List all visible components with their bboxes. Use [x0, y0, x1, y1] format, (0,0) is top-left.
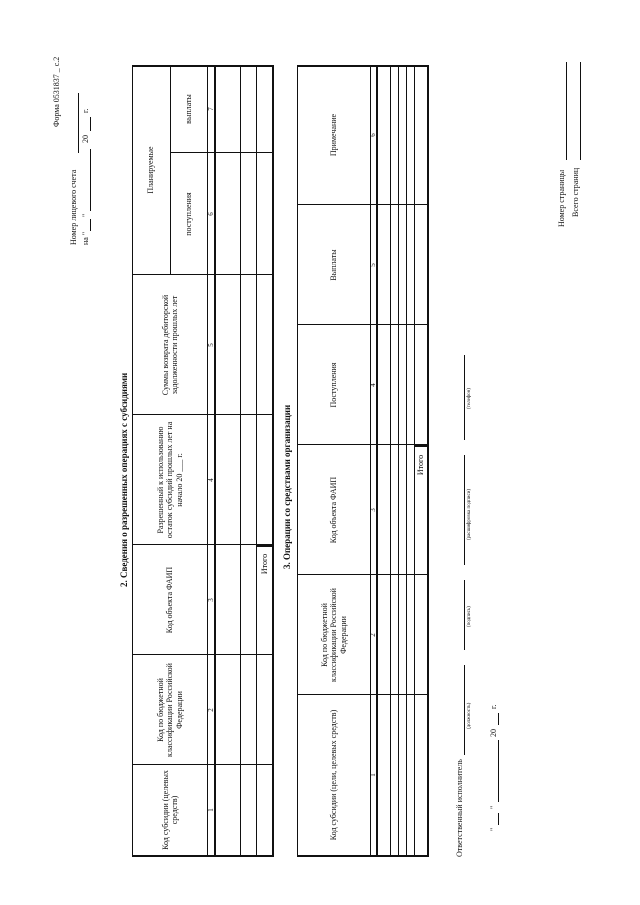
section3-col-number: 1 [369, 773, 378, 777]
responsible-executor-label: Ответственный исполнитель [455, 759, 464, 857]
section2-title: 2. Сведения о разрешенных операциях с субсидиями [119, 372, 129, 587]
form-code: Форма 0531837 _ с.2 [52, 56, 61, 127]
section2-col-number: 5 [206, 343, 215, 347]
section2-header-budget-code: Код по бюджетной классификации Российской Федерации [156, 663, 184, 757]
signature-date-month-field[interactable] [498, 740, 499, 802]
date-month-field[interactable] [90, 149, 91, 211]
section2-header-planned-receipts: поступления [184, 192, 194, 236]
section3-title: 3. Операции со средствами организации [282, 404, 292, 569]
section3-header-note: Примечание [329, 113, 339, 157]
section3-header-subsidy-code: Код субсидии (цели, целевых средств) [329, 709, 339, 841]
date-day-field[interactable] [90, 219, 91, 231]
page-number-label: Номер страницы [557, 169, 566, 227]
section3-col-number: 6 [369, 133, 378, 137]
section3-header-receipts: Поступления [329, 362, 339, 408]
position-field[interactable] [464, 665, 465, 755]
section3-col-number: 5 [369, 263, 378, 267]
signature-date-year-prefix: 20 [489, 729, 498, 737]
section2-header-subsidy-code: Код субсидии (целевых средств) [160, 770, 179, 850]
page-number-field[interactable] [566, 62, 567, 160]
signature-date-year-field[interactable] [498, 713, 499, 725]
signature-date-year-suffix: г. [489, 704, 498, 709]
section2-col-number: 7 [206, 107, 215, 111]
signature-transcript-field[interactable] [464, 455, 465, 565]
section3-col-number: 3 [369, 508, 378, 512]
section2-col-number: 6 [206, 212, 215, 216]
date-quote: " [81, 213, 90, 217]
section2-total-label: Итого [260, 553, 270, 575]
signature-date-day-field[interactable] [498, 813, 499, 825]
position-caption: (должность) [467, 702, 472, 729]
signature-field[interactable] [464, 580, 465, 650]
section2-header-faip-code: Код объекта ФАИП [165, 566, 175, 634]
signature-transcript-caption: (расшифровка подписи) [467, 488, 472, 540]
section3-header-budget-code: Код по бюджетной классификации Российской Федерации [320, 588, 348, 682]
section3-col-number: 2 [369, 633, 378, 637]
section2-header-planned: Планируемые [146, 146, 156, 194]
signature-caption: (подпись) [467, 606, 472, 627]
section2-col-number: 4 [206, 478, 215, 482]
date-year-field[interactable] [90, 117, 91, 131]
total-pages-field[interactable] [580, 62, 581, 160]
section2-col-number: 3 [206, 598, 215, 602]
section3-col-number: 4 [369, 383, 378, 387]
section3-header-faip-code: Код объекта ФАИП [329, 476, 339, 544]
signature-date-close: " [489, 805, 498, 809]
date-prefix: на " [81, 231, 90, 245]
section2-header-planned-payments: выплаты [184, 94, 194, 124]
total-pages-label: Всего страниц [571, 167, 580, 217]
account-number-field[interactable] [78, 93, 79, 153]
section2-col-number: 2 [206, 708, 215, 712]
section2-header-allowed-balance: Разрешенный к использованию остаток субсидий прошлых лет на начало 20 ___ г. [156, 421, 184, 539]
section3-total-label: Итого [416, 454, 426, 476]
date-year-prefix: 20 [81, 135, 90, 143]
date-year-suffix: г. [81, 108, 90, 113]
account-number-label: Номер лицевого счета [69, 169, 78, 245]
section2-col-number: 1 [206, 808, 215, 812]
phone-field[interactable] [464, 355, 465, 440]
phone-caption: (телефон) [467, 388, 472, 409]
section2-header-receivables-return: Суммы возврата дебиторской задолженности прошлых лет [160, 294, 179, 396]
section3-header-payments: Выплаты [329, 249, 339, 281]
signature-date-open: " [489, 827, 498, 831]
